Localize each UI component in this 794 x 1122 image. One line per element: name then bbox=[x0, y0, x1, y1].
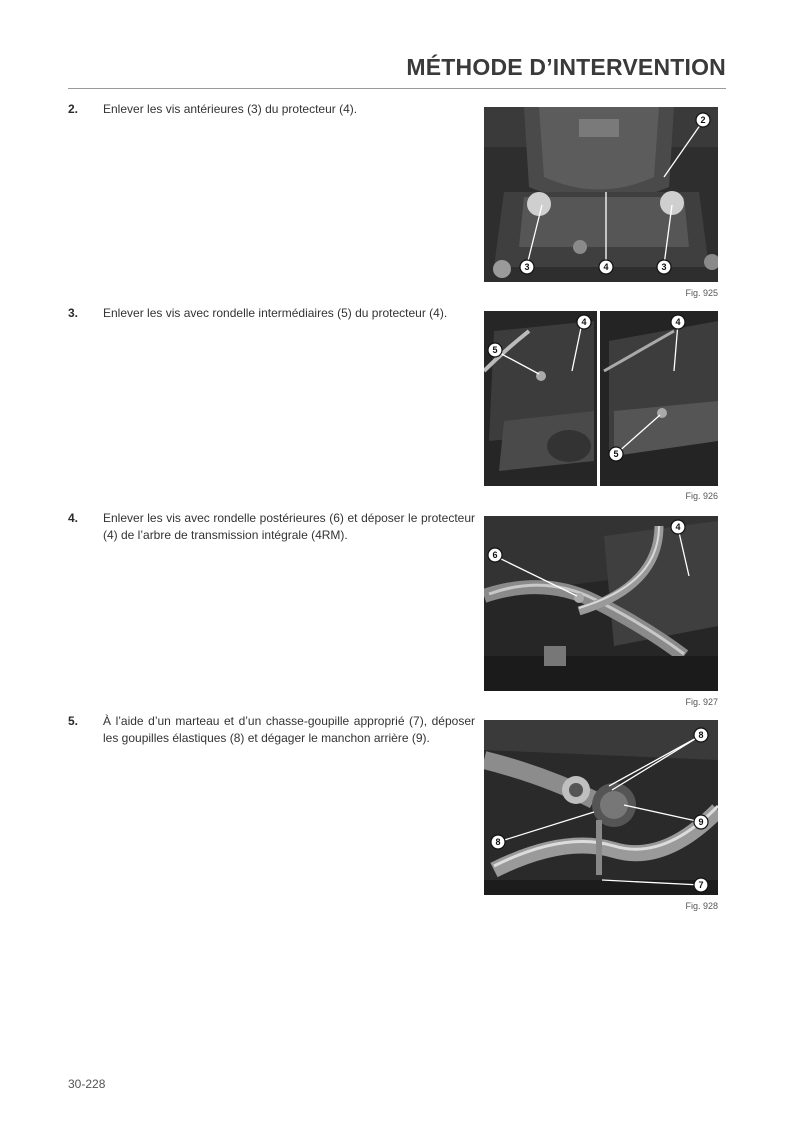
step-text: Enlever les vis avec rondelle postérieures (6) et déposer le protecteur (4) de l’arbre de transmission intégrale (4RM). bbox=[103, 511, 475, 542]
page-number: 30-228 bbox=[68, 1077, 106, 1091]
header-divider bbox=[68, 88, 726, 89]
callout-2 bbox=[696, 113, 710, 127]
step-number: 4. bbox=[68, 511, 79, 525]
callout-8 bbox=[694, 728, 708, 742]
figure-caption: Fig. 928 bbox=[685, 901, 718, 911]
page-title: MÉTHODE D’INTERVENTION bbox=[406, 54, 726, 80]
svg-text:4: 4 bbox=[675, 317, 681, 327]
photo-fig-926 bbox=[484, 311, 718, 486]
callout-4 bbox=[599, 260, 613, 274]
step-text: À l’aide d’un marteau et d’un chasse-goupille approprié (7), déposer les goupilles élastiques (8) et dégager le manchon arrière (9). bbox=[103, 714, 475, 745]
svg-text:5: 5 bbox=[492, 345, 498, 355]
callout-4 bbox=[671, 520, 685, 534]
step-text: Enlever les vis antérieures (3) du protecteur (4). bbox=[103, 102, 358, 116]
svg-text:2: 2 bbox=[700, 115, 706, 125]
step-number: 3. bbox=[68, 306, 79, 320]
svg-text:8: 8 bbox=[698, 730, 704, 740]
callout-4b bbox=[671, 315, 685, 329]
callout-3 bbox=[520, 260, 534, 274]
callout-7 bbox=[694, 878, 708, 892]
svg-text:3: 3 bbox=[661, 262, 667, 272]
step-text: Enlever les vis avec rondelle intermédiaires (5) du protecteur (4). bbox=[103, 306, 448, 320]
callout-9 bbox=[694, 815, 708, 829]
figure-caption: Fig. 925 bbox=[685, 288, 718, 298]
svg-text:4: 4 bbox=[581, 317, 587, 327]
svg-text:7: 7 bbox=[698, 880, 704, 890]
callout-5 bbox=[488, 343, 502, 357]
photo-fig-927 bbox=[484, 516, 718, 691]
callout-8b bbox=[491, 835, 505, 849]
photo-fig-925 bbox=[484, 107, 718, 282]
svg-text:8: 8 bbox=[495, 837, 501, 847]
figure-caption: Fig. 927 bbox=[685, 697, 718, 707]
svg-text:3: 3 bbox=[524, 262, 530, 272]
svg-text:4: 4 bbox=[675, 522, 681, 532]
callout-5b bbox=[609, 447, 623, 461]
svg-text:5: 5 bbox=[613, 449, 619, 459]
callout-3b bbox=[657, 260, 671, 274]
step-number: 2. bbox=[68, 102, 79, 116]
svg-text:9: 9 bbox=[698, 817, 704, 827]
svg-text:4: 4 bbox=[603, 262, 609, 272]
step-number: 5. bbox=[68, 714, 79, 728]
svg-text:6: 6 bbox=[492, 550, 498, 560]
figure-caption: Fig. 926 bbox=[685, 491, 718, 501]
callout-6 bbox=[488, 548, 502, 562]
photo-fig-928 bbox=[484, 720, 718, 895]
callout-4 bbox=[577, 315, 591, 329]
